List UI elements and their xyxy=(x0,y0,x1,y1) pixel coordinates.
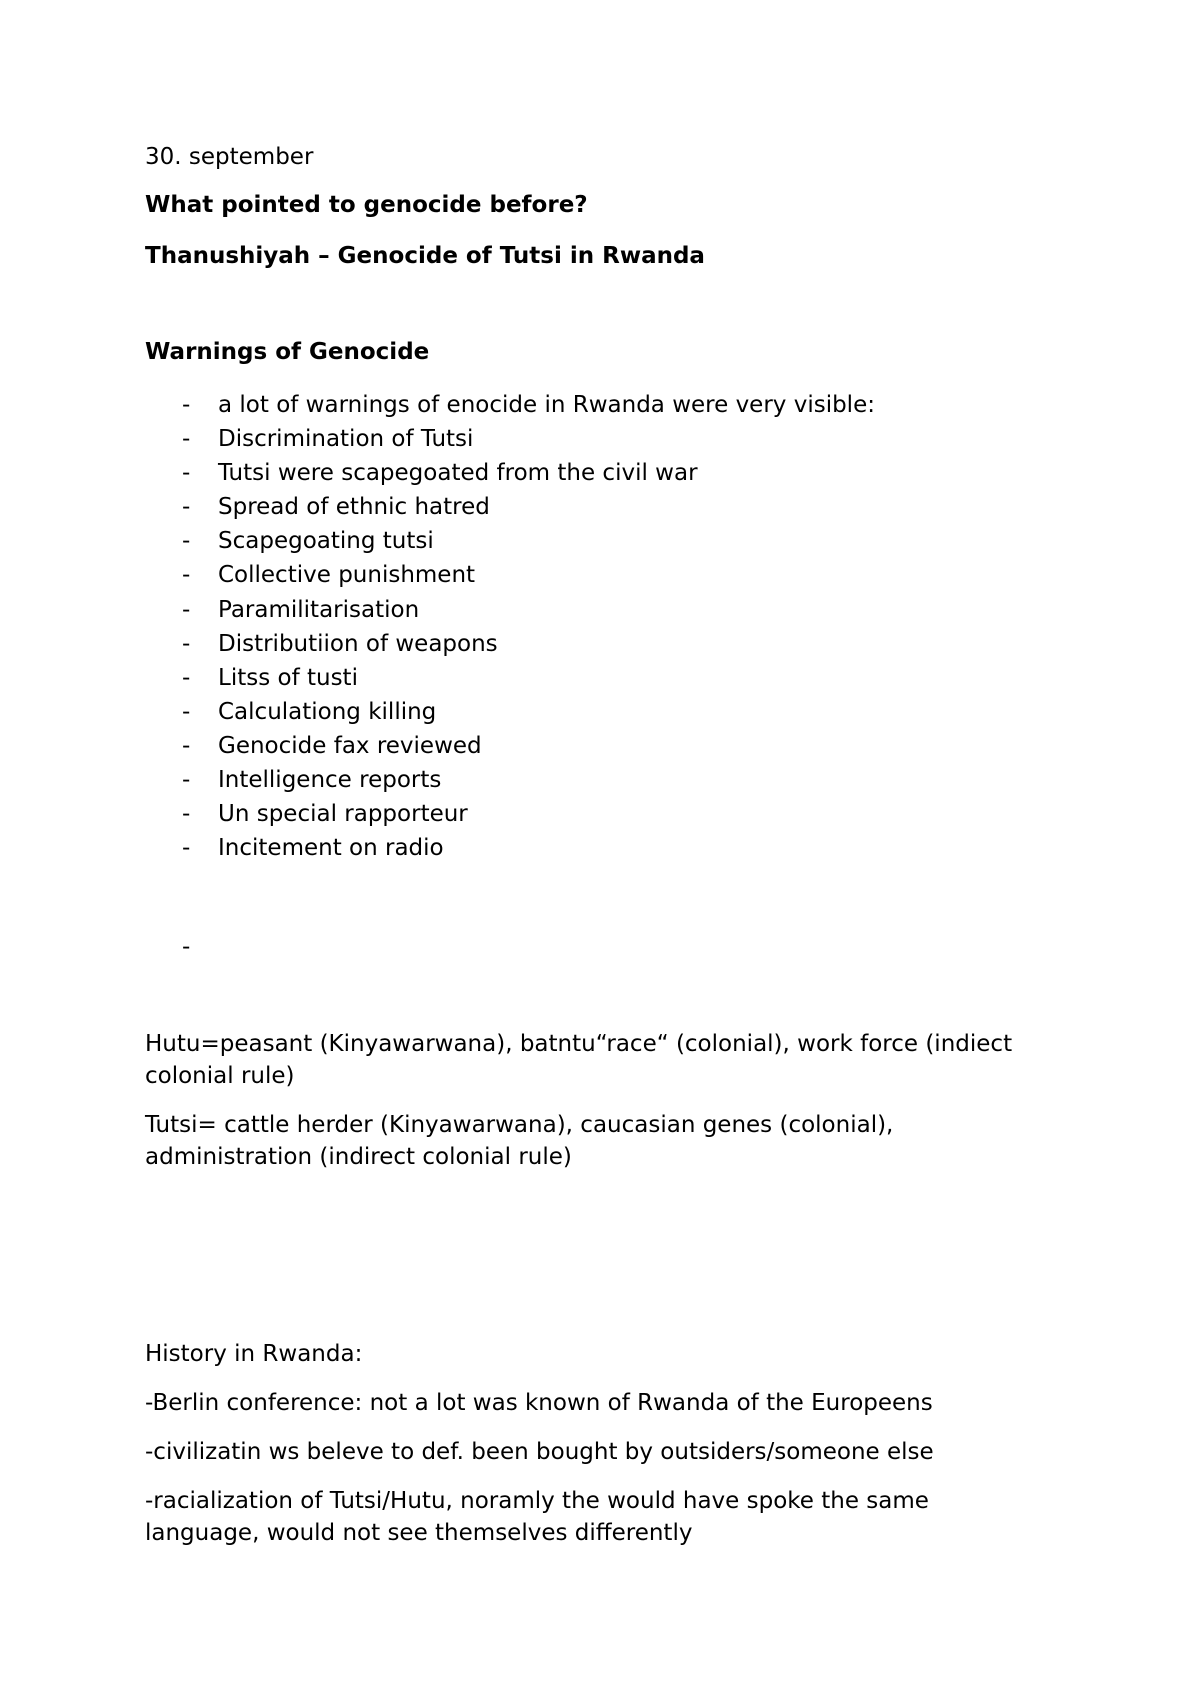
list-item-text: Intelligence reports xyxy=(218,767,442,794)
bullet-dash: - xyxy=(182,392,191,418)
history-item: -racialization of Tutsi/Hutu, noramly the would have spoke the same xyxy=(145,1488,929,1514)
bullet-dash: - xyxy=(182,767,191,794)
list-item-text: Genocide fax reviewed xyxy=(218,732,482,759)
list-item-text: Incitement on radio xyxy=(218,835,444,862)
question-heading: What pointed to genocide before? xyxy=(145,192,588,218)
subtitle-heading: Thanushiyah – Genocide of Tutsi in Rwanda xyxy=(145,243,705,269)
bullet-dash: - xyxy=(182,426,191,453)
list-item-text: Collective punishment xyxy=(218,562,476,589)
list-item-text: Tutsi were scapegoated from the civil war xyxy=(218,460,698,487)
bullet-dash: - xyxy=(182,630,191,657)
bullet-dash: - xyxy=(182,801,191,828)
history-item: -Berlin conference: not a lot was known of Rwanda of the Europeens xyxy=(145,1390,933,1416)
tutsi-definition-line-2: administration (indirect colonial rule) xyxy=(145,1144,572,1170)
list-item-text: Spread of ethnic hatred xyxy=(218,494,490,521)
bullet-dash: - xyxy=(182,460,191,487)
empty-bullet-dash: - xyxy=(182,934,191,960)
list-item-text: Scapegoating tutsi xyxy=(218,528,434,555)
bullet-dash: - xyxy=(182,732,191,759)
history-item: -civilizatin ws beleve to def. been bought by outsiders/someone else xyxy=(145,1439,934,1465)
hutu-definition-line-1: Hutu=peasant (Kinyawarwana), batntu“race“ (colonial), work force (indiect xyxy=(145,1031,1013,1057)
list-item-text: a lot of warnings of enocide in Rwanda were very visible: xyxy=(218,392,875,418)
bullet-dash: - xyxy=(182,528,191,555)
bullet-dash: - xyxy=(182,494,191,521)
date-line: 30. september xyxy=(145,144,314,170)
list-item-text: Calculationg killing xyxy=(218,698,437,725)
bullet-dash: - xyxy=(182,562,191,589)
tutsi-definition-line-1: Tutsi= cattle herder (Kinyawarwana), caucasian genes (colonial), xyxy=(145,1112,894,1138)
history-item-continuation: language, would not see themselves differently xyxy=(145,1520,693,1546)
list-item-text: Discrimination of Tutsi xyxy=(218,426,474,453)
bullet-dash: - xyxy=(182,698,191,725)
section-heading-warnings: Warnings of Genocide xyxy=(145,339,430,365)
bullet-dash: - xyxy=(182,664,191,691)
hutu-definition-line-2: colonial rule) xyxy=(145,1063,295,1089)
list-item-text: Un special rapporteur xyxy=(218,801,468,828)
bullet-dash: - xyxy=(182,835,191,862)
list-item-text: Litss of tusti xyxy=(218,664,358,691)
history-heading: History in Rwanda: xyxy=(145,1341,363,1367)
bullet-dash: - xyxy=(182,596,191,623)
list-item-text: Distributiion of weapons xyxy=(218,630,498,657)
list-item-text: Paramilitarisation xyxy=(218,596,420,623)
